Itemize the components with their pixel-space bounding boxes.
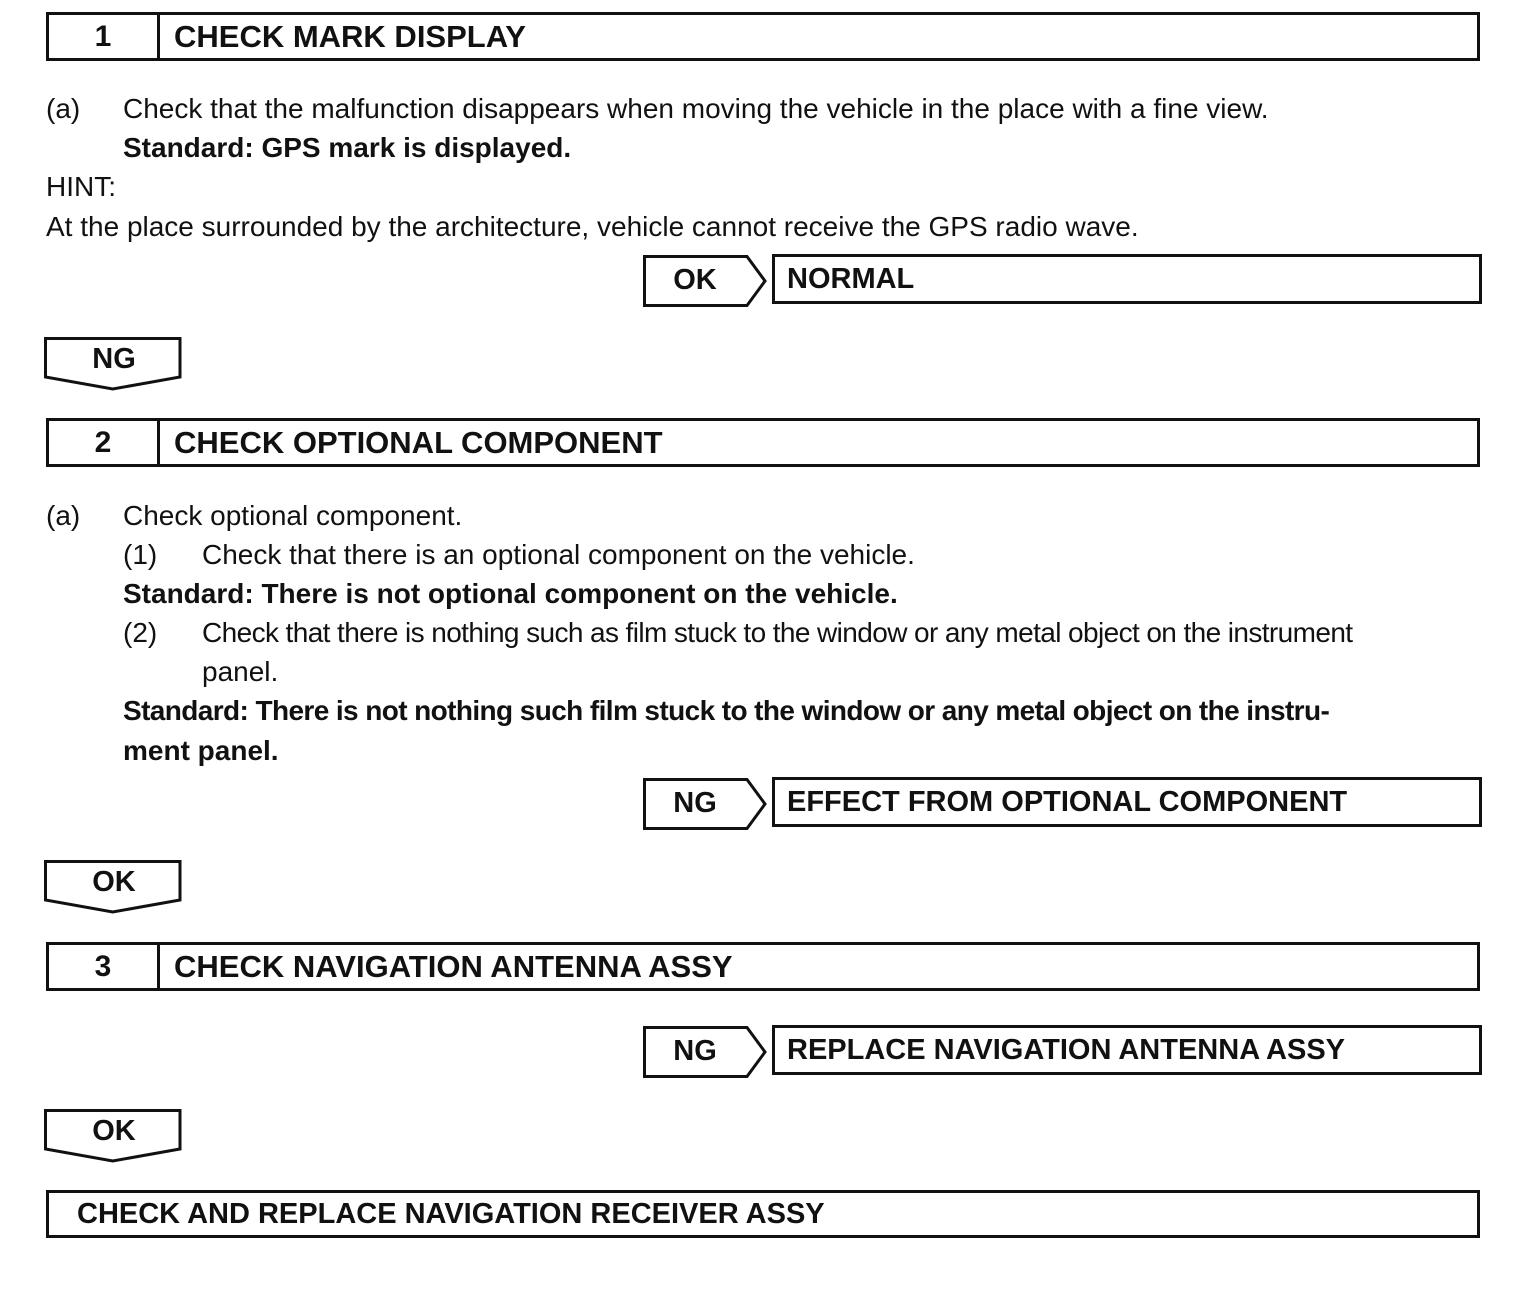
- step-2-header: [46, 418, 1480, 467]
- step-2-ng-label: NG: [673, 787, 717, 819]
- step-1-ng-label: NG: [92, 343, 136, 375]
- step-2-sub2-label: (2): [123, 617, 158, 648]
- step-3-ok-tag: [44, 1109, 184, 1163]
- step-3-number: 3: [49, 945, 160, 988]
- step-1-standard: Standard: GPS mark is displayed.: [123, 132, 572, 163]
- step-2-sub1-text: Check that there is an optional component on the vehicle.: [202, 539, 915, 570]
- step-1-result-text: NORMAL: [787, 263, 915, 295]
- step-3-header: [46, 942, 1480, 991]
- step-2-number: 2: [49, 421, 160, 464]
- final-action-title: CHECK AND REPLACE NAVIGATION RECEIVER ASSY: [77, 1198, 825, 1230]
- step-1-ok-tag: [643, 255, 767, 307]
- step-2-ok-tag: [44, 860, 184, 914]
- step-1-header: [46, 12, 1480, 61]
- step-1-ng-tag: [44, 337, 184, 391]
- step-2-standard-2-line2: ment panel.: [123, 735, 279, 766]
- step-3-title: CHECK NAVIGATION ANTENNA ASSY: [174, 949, 733, 984]
- step-2-ok-label: OK: [92, 866, 136, 898]
- step-2-a-label: (a): [46, 500, 81, 531]
- step-2-title: CHECK OPTIONAL COMPONENT: [174, 425, 663, 460]
- step-2-a-text: Check optional component.: [123, 500, 463, 531]
- step-1-a-text: Check that the malfunction disappears when moving the vehicle in the place with a fine view.: [123, 93, 1269, 124]
- step-1-hint-label: HINT:: [46, 171, 116, 202]
- step-1-number: 1: [49, 15, 160, 58]
- step-2-standard-2-line1: Standard: There is not nothing such film stuck to the window or any metal object on the instru-: [123, 695, 1330, 726]
- step-1-result-box: [772, 254, 1482, 304]
- step-3-result-box: [772, 1025, 1482, 1075]
- step-3-ng-label: NG: [673, 1035, 717, 1067]
- step-1-ok-label: OK: [673, 264, 717, 296]
- step-3-ok-label: OK: [92, 1115, 136, 1147]
- step-2-result-text: EFFECT FROM OPTIONAL COMPONENT: [787, 786, 1348, 818]
- final-action-box: [46, 1190, 1480, 1238]
- step-1-hint-text: At the place surrounded by the architecture, vehicle cannot receive the GPS radio wave.: [46, 211, 1139, 242]
- step-2-sub2-text-line2: panel.: [202, 656, 279, 687]
- step-2-result-box: [772, 777, 1482, 827]
- step-2-ng-tag: [643, 778, 767, 830]
- step-3-ng-tag: [643, 1026, 767, 1078]
- step-1-a-label: (a): [46, 93, 81, 124]
- step-2-sub1-label: (1): [123, 539, 158, 570]
- step-2-standard-1: Standard: There is not optional component on the vehicle.: [123, 578, 898, 609]
- step-1-title: CHECK MARK DISPLAY: [174, 19, 526, 54]
- step-3-result-text: REPLACE NAVIGATION ANTENNA ASSY: [787, 1034, 1346, 1066]
- step-2-sub2-text-line1: Check that there is nothing such as film stuck to the window or any metal object on the instrument: [202, 617, 1353, 648]
